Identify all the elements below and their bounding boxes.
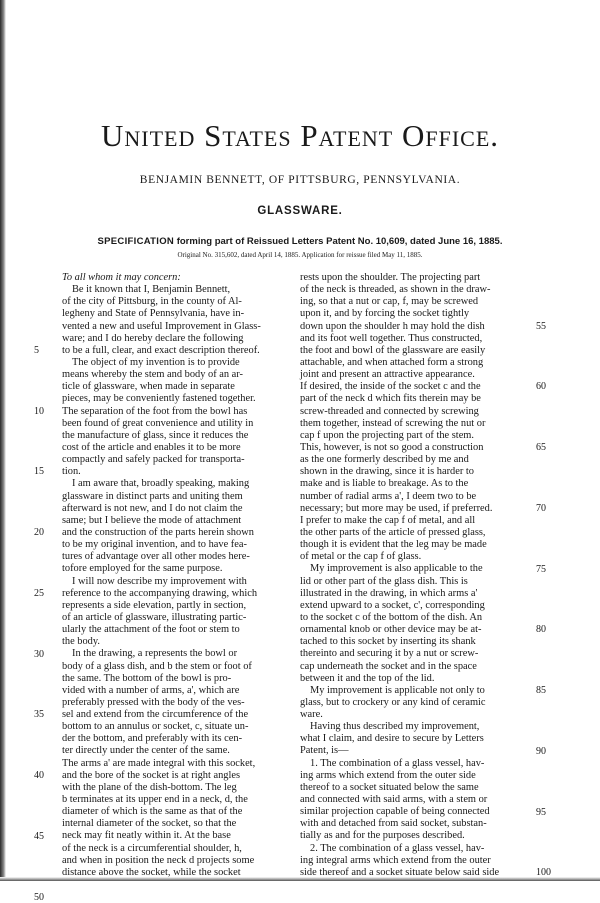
left-column-line: tures of advantage over all other modes here- (62, 551, 250, 563)
left-column-line: body of a glass dish, and b the stem or foot of (62, 660, 252, 672)
right-line-number: 90 (536, 745, 546, 757)
right-column-line: and its foot well together. Thus constructed, (300, 332, 483, 344)
left-column-line: means whereby the stem and body of an ar- (62, 369, 243, 381)
left-column-line: preferably pressed with the body of the ves- (62, 696, 245, 708)
right-column-line: joint and present an attractive appearance. (300, 369, 475, 381)
left-column-line: Be it known that I, Benjamin Bennett, (72, 284, 231, 296)
left-column-line: ularly the attachment of the foot or stem to (62, 624, 240, 636)
left-column-line: cost of the article and enables it to be more (62, 441, 241, 453)
right-column-line: lid or other part of the glass dish. This is (300, 575, 468, 587)
left-column-line: of an article of glassware, illustrating partic- (62, 611, 247, 623)
right-column-line: them together, instead of screwing the nut or (300, 417, 486, 429)
right-column-line: tached to this socket by inserting its shank (300, 636, 476, 648)
left-column-line: compactly and safely packed for transporta- (62, 454, 245, 466)
right-column-line: screw-threaded and connected by screwing (300, 405, 479, 417)
right-column-line: of the neck is threaded, as shown in the draw- (300, 284, 491, 296)
right-column-line: number of radial arms a', I deem two to be (300, 490, 477, 502)
left-column-line: The separation of the foot from the bowl has (62, 405, 248, 417)
left-line-number: 35 (34, 709, 44, 721)
left-column-line: bottom to an annulus or socket, c, situate un- (62, 721, 249, 733)
left-line-number: 50 (34, 891, 44, 903)
right-column-line: down upon the shoulder h may hold the dish (300, 320, 485, 332)
inventor-line: BENJAMIN BENNETT, OF PITTSBURG, PENNSYLVANIA. (139, 174, 461, 186)
left-column-line: legheny and State of Pennsylvania, have in- (62, 308, 245, 320)
right-column-line: necessary; but more may be used, if preferred. (300, 502, 493, 514)
left-line-number: 10 (34, 405, 44, 417)
right-column-line: thereof to a socket situated below the same (300, 781, 479, 793)
right-line-number: 95 (536, 806, 546, 818)
left-line-number: 25 (34, 587, 44, 599)
right-column-line: between it and the top of the lid. (300, 672, 435, 684)
right-column-line: extend upward to a socket, c', corresponding (300, 599, 485, 611)
left-column-line: der the bottom, and preferably with its cen- (62, 733, 243, 745)
left-column-line: pieces, may be conveniently fastened together. (62, 393, 256, 405)
patent-subject: GLASSWARE. (257, 205, 343, 217)
right-column-line: attachable, and when attached form a strong (300, 356, 484, 368)
left-line-number: 15 (34, 466, 44, 478)
left-line-number: 30 (34, 648, 44, 660)
left-column-line: and when in position the neck d projects some (62, 854, 255, 866)
right-column-line: and connected with said arms, with a stem or (300, 794, 488, 806)
right-column-line: upon it, and by forcing the socket tightly (300, 308, 470, 320)
left-column-line: I will now describe my improvement with (72, 575, 247, 587)
right-column-line: part of the neck d which fits therein may be (300, 393, 481, 405)
right-column-line: ornamental knob or other device may be at- (300, 624, 482, 636)
left-line-number: 45 (34, 830, 44, 842)
right-column-line: glass, but to crockery or any kind of ceramic (300, 696, 486, 708)
right-column-line: Patent, is— (300, 745, 349, 757)
left-column-line: sel and extend from the circumference of the (62, 709, 249, 721)
right-line-number: 70 (536, 502, 546, 514)
left-column-line: distance above the socket, while the socket (62, 866, 241, 878)
right-column-line: cap underneath the socket and in the space (300, 660, 477, 672)
right-column-line: the foot and bowl of the glassware are easily (300, 344, 486, 356)
right-column-line: shown in the drawing, since it is harder to (300, 466, 475, 478)
right-column-line: ing, so that a nut or cap, f, may be screwed (300, 296, 479, 308)
right-column-line: with and detached from said socket, substan- (300, 818, 487, 830)
left-column-line: diameter of which is the same as that of the (62, 806, 243, 818)
right-column-line: Having thus described my improvement, (310, 721, 480, 733)
left-column-line: and the bore of the socket is at right angles (62, 769, 241, 781)
left-column-line: reference to the accompanying drawing, which (62, 587, 258, 599)
right-column-line: the other parts of the article of pressed glass, (300, 526, 486, 538)
left-column-line: ware; and I do hereby declare the following (62, 332, 244, 344)
right-text-column (300, 272, 526, 879)
left-column-line: with the plane of the dish-bottom. The leg (62, 781, 237, 793)
left-column-line: tion. (62, 466, 81, 478)
left-column-line: The object of my invention is to provide (72, 356, 240, 368)
left-column-line: of the city of Pittsburg, in the county of Al- (62, 296, 242, 308)
right-column-line: side thereof and a socket situate below said side (300, 866, 500, 878)
right-column-line: similar projection capable of being connected (300, 806, 490, 818)
left-column-line: ter directly under the center of the same. (62, 745, 230, 757)
left-column-line: glassware in distinct parts and uniting them (62, 490, 243, 502)
right-column-line: My improvement is also applicable to the (310, 563, 483, 575)
left-line-number: 5 (34, 344, 39, 356)
right-column-line: of metal or the cap f of glass. (300, 551, 422, 563)
left-column-line: In the drawing, a represents the bowl or (72, 648, 238, 660)
left-column-line: neck may fit neatly within it. At the base (62, 830, 231, 842)
left-column-line: of the neck is a circumferential shoulder, h, (62, 842, 242, 854)
left-column-line: been found of great convenience and utility in (62, 417, 254, 429)
left-column-line: and the construction of the parts herein shown (62, 526, 254, 538)
right-line-number: 100 (536, 867, 551, 879)
right-column-line: ware. (300, 709, 323, 721)
left-column-line: tofore employed for the same purpose. (62, 563, 223, 575)
right-line-number: 55 (536, 320, 546, 332)
left-column-line: b terminates at its upper end in a neck, d, the (62, 794, 248, 806)
right-column-line: 2. The combination of a glass vessel, hav- (310, 842, 485, 854)
right-column-line: 1. The combination of a glass vessel, hav- (310, 757, 485, 769)
specification-text: forming part of Reissued Letters Patent No. 10,609, dated June 16, 1885. (176, 236, 503, 247)
right-column-line: ing arms which extend from the outer side (300, 769, 476, 781)
left-column-line: To all whom it may concern: (62, 272, 181, 283)
right-column-line: thereinto and securing it by a nut or screw- (300, 648, 479, 660)
right-column-line: rests upon the shoulder. The projecting part (300, 272, 481, 283)
right-column-line: make and is liable to breakage. As to the (300, 478, 469, 490)
right-line-number: 85 (536, 685, 546, 697)
right-column-line: illustrated in the drawing, in which arms a' (300, 587, 478, 599)
right-column-line: though it is evident that the leg may be made (300, 539, 487, 551)
specification-line (0, 236, 600, 247)
right-column-line: My improvement is applicable not only to (310, 684, 485, 696)
office-title: United States Patent Office. (100, 118, 500, 153)
right-column-line: This, however, is not so good a construction (300, 441, 484, 453)
left-column-line: vided with a number of arms, a', which are (62, 684, 240, 696)
left-column-line: to be my original invention, and to have fea- (62, 539, 247, 551)
left-column-line: I am aware that, broadly speaking, making (72, 478, 250, 490)
right-column-line: to the socket c of the bottom of the dish. An (300, 611, 483, 623)
specification-label: SPECIFICATION (97, 236, 175, 247)
right-column-line: ing integral arms which extend from the outer (300, 854, 491, 866)
right-column-line: I prefer to make the cap f of metal, and all (300, 514, 476, 526)
right-column-line: what I claim, and desire to secure by Letters (300, 733, 484, 745)
right-line-number: 65 (536, 442, 546, 454)
right-column-line: cap f upon the projecting part of the stem. (300, 429, 474, 441)
left-line-number: 40 (34, 770, 44, 782)
left-column-line: ticle of glassware, when made in separate (62, 381, 235, 393)
right-line-number: 80 (536, 624, 546, 636)
left-column-line: afterward is not new, and I do not claim the (62, 502, 243, 514)
left-text-column (62, 272, 284, 879)
left-column-line: vented a new and useful Improvement in Glass- (62, 320, 261, 332)
right-line-number: 60 (536, 381, 546, 393)
left-column-line: internal diameter of the socket, so that the (62, 818, 237, 830)
right-column-line: as the one formerly described by me and (300, 454, 469, 466)
left-column-line: the body. (62, 636, 100, 648)
right-column-line: tially as and for the purposes described. (300, 830, 465, 842)
right-line-number: 75 (536, 563, 546, 575)
right-column-line: If desired, the inside of the socket c and the (300, 381, 481, 393)
left-column-line: same; but I believe the mode of attachment (62, 514, 242, 526)
original-application-line: Original No. 315,602, dated April 14, 1885. Application for reissue filed May 11, 1885. (177, 251, 423, 259)
left-column-line: the manufacture of glass, since it reduces the (62, 429, 249, 441)
left-column-line: to be a full, clear, and exact description thereof. (62, 344, 260, 356)
left-line-number: 20 (34, 527, 44, 539)
left-column-line: the same. The bottom of the bowl is pro- (62, 672, 232, 684)
left-column-line: represents a side elevation, partly in section, (62, 599, 247, 611)
left-column-line: The arms a' are made integral with this socket, (62, 757, 256, 769)
